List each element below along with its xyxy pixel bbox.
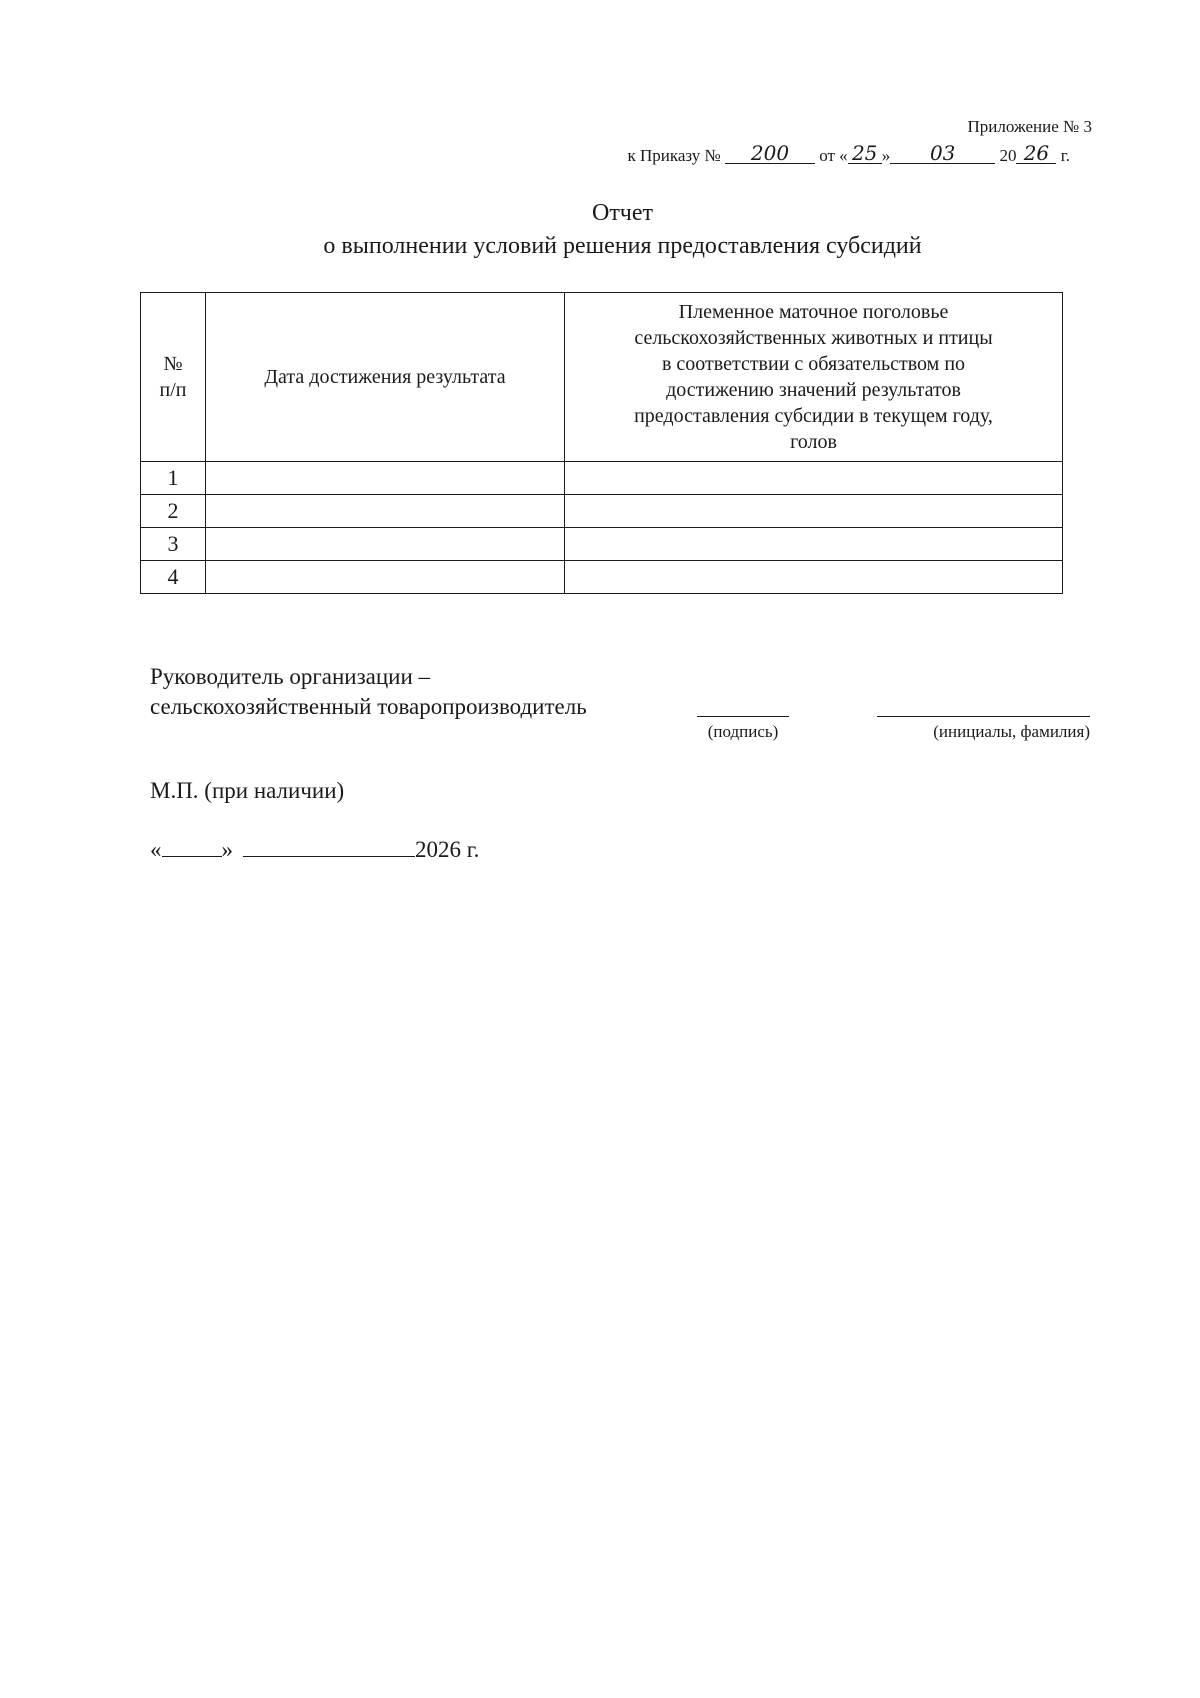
header-livestock: Племенное маточное поголовье сельскохозяйственных животных и птицы в соответствии с обязательством по достижению значений результатов предоставления субсидии в текущем году, голов <box>565 293 1063 462</box>
row-date-cell[interactable] <box>206 528 565 561</box>
order-number-field: 200 <box>725 143 815 164</box>
row-value-cell[interactable] <box>565 528 1063 561</box>
row-date-cell[interactable] <box>206 561 565 594</box>
signing-date <box>150 834 479 863</box>
report-subtitle: о выполнении условий решения предоставления субсидий <box>323 233 922 259</box>
row-value-cell[interactable] <box>565 462 1063 495</box>
name-field[interactable] <box>877 716 1090 717</box>
table-row <box>141 561 1063 594</box>
date-quote-close: » <box>221 837 233 862</box>
date-day-field[interactable] <box>162 834 222 857</box>
row-value-cell[interactable] <box>565 495 1063 528</box>
order-from-label: от « <box>819 146 848 165</box>
table-row <box>141 528 1063 561</box>
order-prefix: к Приказу № <box>627 146 721 165</box>
seal-label: М.П. (при наличии) <box>150 778 345 803</box>
order-year-prefix: 20 <box>999 146 1017 165</box>
order-month-field: 03 <box>890 143 995 164</box>
header-number: № п/п <box>141 293 206 462</box>
order-year-field: 26 <box>1016 143 1056 164</box>
report-table <box>140 292 1063 594</box>
order-reference <box>627 143 1070 164</box>
row-number: 3 <box>141 528 206 561</box>
date-year: 2026 г. <box>415 837 480 862</box>
table-header-row <box>141 293 1063 462</box>
signature-field[interactable] <box>697 716 789 717</box>
order-quote-close: » <box>881 146 891 165</box>
row-number: 2 <box>141 495 206 528</box>
table-row <box>141 495 1063 528</box>
row-date-cell[interactable] <box>206 495 565 528</box>
order-year-unit: г. <box>1060 146 1070 165</box>
date-quote-open: « <box>150 837 162 862</box>
signer-role-line2: сельскохозяйственный товаропроизводитель <box>150 694 587 719</box>
signature-caption: (подпись) <box>707 722 779 741</box>
row-date-cell[interactable] <box>206 462 565 495</box>
name-caption: (инициалы, фамилия) <box>933 722 1090 741</box>
row-value-cell[interactable] <box>565 561 1063 594</box>
report-title: Отчет <box>591 200 654 226</box>
table-row <box>141 462 1063 495</box>
signer-role-line1: Руководитель организации – <box>150 664 431 689</box>
order-day-field: 25 <box>848 143 882 164</box>
row-number: 1 <box>141 462 206 495</box>
header-date: Дата достижения результата <box>206 293 565 462</box>
date-month-field[interactable] <box>243 834 415 857</box>
row-number: 4 <box>141 561 206 594</box>
appendix-label: Приложение № 3 <box>967 117 1092 136</box>
